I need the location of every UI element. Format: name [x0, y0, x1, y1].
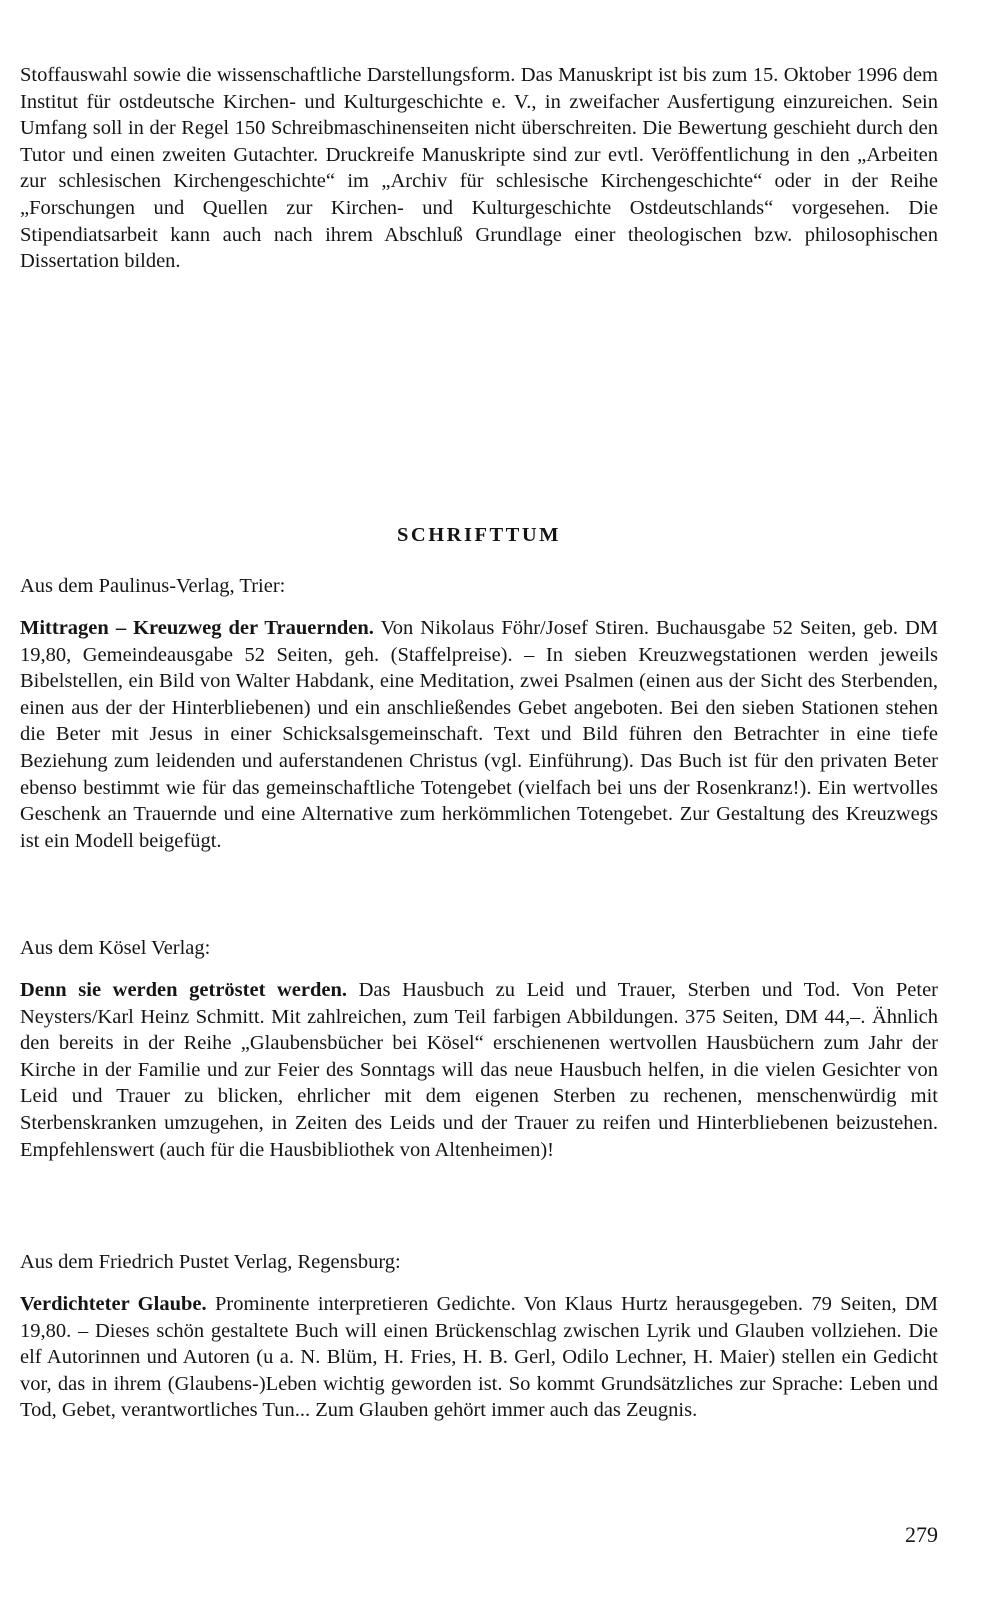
publisher-line: Aus dem Paulinus-Verlag, Trier: — [20, 575, 286, 597]
review-title: Mittragen – Kreuzweg der Trauernden. — [20, 617, 374, 639]
review-title: Verdichteter Glaube. — [20, 1293, 207, 1315]
publisher-line: Aus dem Friedrich Pustet Verlag, Regensburg: — [20, 1251, 401, 1273]
publisher-line: Aus dem Kösel Verlag: — [20, 937, 211, 959]
intro-block — [20, 62, 938, 275]
page-number: 279 — [905, 1522, 938, 1547]
section-heading: SCHRIFTTUM — [397, 524, 561, 546]
review-body: Prominente interpretieren Gedichte. Von Klaus Hurtz herausgegeben. 79 Seiten, DM 19,80. – Dieses schön gestaltete Buch will einen Brückenschlag zwischen Lyrik und Glauben vollziehen. Die elf Autorinnen und Autoren (u a. N. Blüm, H. Fries, H. B. Gerl, Odilo Lechner, H. Maier) stellen ein Gedicht vor, das in ihrem (Glaubens-)Leben wichtig geworden ist. So kommt Grundsätzliches zur Sprache: Leben und Tod, Gebet, verantwortliches Tun... Zum Glauben gehört immer auch das Zeugnis. — [20, 1293, 938, 1422]
review-body: Von Nikolaus Föhr/Josef Stiren. Buchausgabe 52 Seiten, geb. DM 19,80, Gemeindeausgabe 52 Seiten, geh. (Staffelpreise). – In sieben Kreuzwegstationen werden jeweils Bibelstellen, ein Bild von Walter Habdank, eine Meditation, zwei Psalmen (einen aus der Sicht des Sterbenden, einen aus der der Hinterbliebenen) und ein anschließendes Gebet angeboten. Bei den sieben Stationen stehen die Beter mit Jesus in einer Schicksalsgemeinschaft. Text und Bild führen den Betrachter in eine tiefe Beziehung zum leidenden und auferstandenen Christus (vgl. Einführung). Das Buch ist für den privaten Beter ebenso bestimmt wie für das gemeinschaftliche Totengebet (vielfach bei uns der Rosenkranz!). Ein wertvolles Geschenk an Trauernde und eine Alternative zum herkömmlichen Totengebet. Zur Gestaltung des Kreuzwegs ist ein Modell beigefügt. — [20, 617, 938, 852]
review-entry — [20, 977, 938, 1163]
review-body: Das Hausbuch zu Leid und Trauer, Sterben und Tod. Von Peter Neysters/Karl Heinz Schmitt. Mit zahlreichen, zum Teil farbigen Abbildungen. 375 Seiten, DM 44,–. Ähnlich den bereits in der Reihe „Glaubensbücher bei Kösel“ erschienenen wertvollen Hausbüchern zum Jahr der Kirche in der Familie und zur Feier des Sonntags will das neue Hausbuch helfen, in die vielen Gesichter von Leid und Trauer zu blicken, ehrlicher mit dem eigenen Sterben zu rechenen, menschenwürdig mit Sterbenskranken umzugehen, in Zeiten des Leids und der Trauer zu reifen und Hinterbliebenen beizustehen. Empfehlenswert (auch für die Hausbibliothek von Altenheimen)! — [20, 979, 939, 1161]
review-entry — [20, 615, 938, 854]
review-entry — [20, 1291, 938, 1424]
review-pustet — [20, 1249, 938, 1424]
intro-paragraph: Stoffauswahl sowie die wissenschaftliche Darstellungsform. Das Manuskript ist bis zum 15. Oktober 1996 dem Institut für ostdeutsche Kirchen- und Kulturgeschichte e. V., in zweifacher Ausfertigung einzureichen. Sein Umfang soll in der Regel 150 Schreibmaschinenseiten nicht überschreiten. Die Bewertung geschieht durch den Tutor und einen zweiten Gutachter. Druckreife Manuskripte sind zur evtl. Veröffentlichung in den „Arbeiten zur schlesischen Kirchengeschichte“ im „Archiv für schlesische Kirchengeschichte“ oder in der Reihe „Forschungen und Quellen zur Kirchen- und Kulturgeschichte Ostdeutschlands“ vorgesehen. Die Stipendiatsarbeit kann auch nach ihrem Abschluß Grundlage einer theologischen bzw. philosophischen Dissertation bilden. — [20, 64, 938, 273]
review-koesel — [20, 935, 938, 1163]
review-title: Denn sie werden getröstet werden. — [20, 979, 348, 1001]
review-paulinus — [20, 573, 938, 854]
